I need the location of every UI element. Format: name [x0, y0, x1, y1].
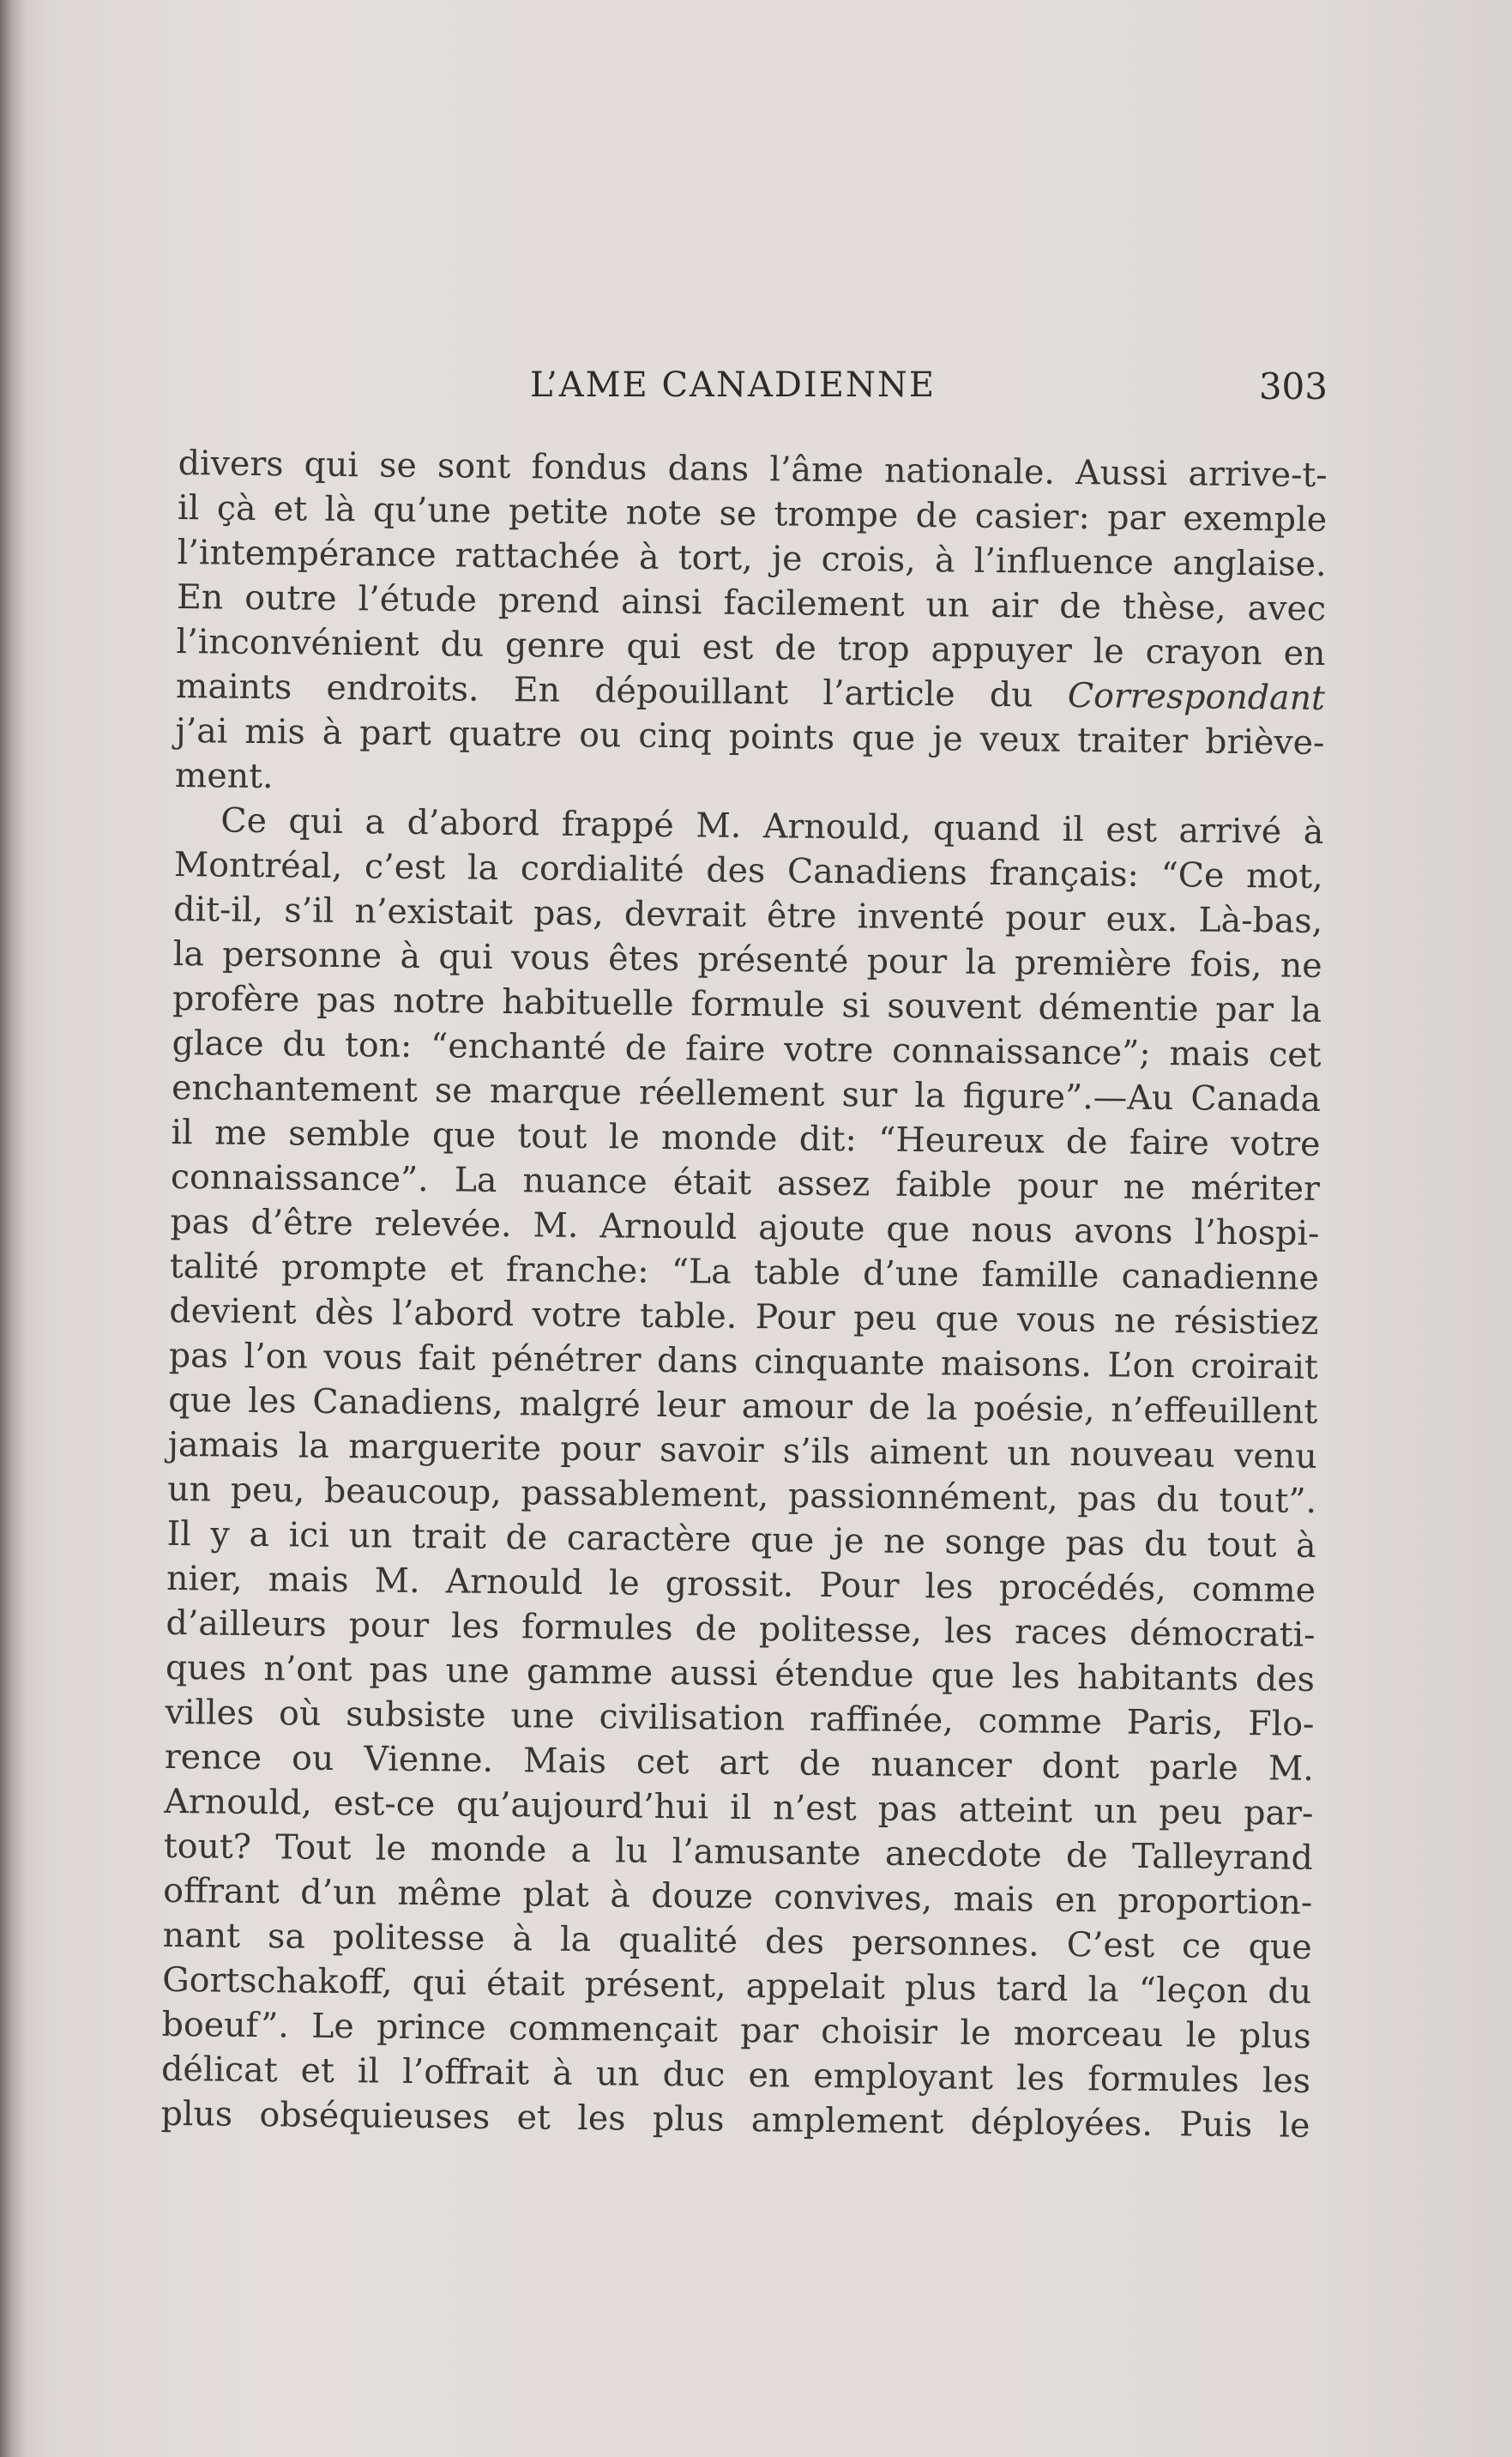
- text-line: nant sa politesse à la qualité des personnes. C’est ce que: [162, 1915, 1312, 1967]
- text-line: En outre l’étude prend ainsi facilement un air de thèse, avec: [176, 577, 1327, 630]
- page-number: 303: [1258, 365, 1328, 407]
- text-line: l’inconvénient du genre qui est de trop appuyer le crayon en: [176, 621, 1326, 674]
- text-line: la personne à qui vous êtes présenté pour la première fois, ne: [172, 933, 1322, 986]
- book-spine-shadow: [0, 0, 26, 2457]
- text-line: boeuf”. Le prince commençait par choisir le morceau le plus: [161, 2004, 1311, 2056]
- text-line-segment: maints endroits. En dépouillant l’article du: [175, 666, 1069, 715]
- text-line: délicat et il l’offrait à un duc en employant les formules les: [160, 2049, 1311, 2101]
- text-line: pas l’on vous fait pénétrer dans cinquante maisons. L’on croirait: [168, 1335, 1319, 1387]
- text-line: Arnould, est-ce qu’aujourd’hui il n’est pas atteint un peu par-: [164, 1781, 1314, 1833]
- text-line: rence ou Vienne. Mais cet art de nuancer dont parle M.: [164, 1736, 1315, 1789]
- text-line: il çà et là qu’une petite note se trompe de casier: par exemple: [177, 487, 1328, 540]
- text-line: devient dès l’abord votre table. Pour peu que vous ne résistiez: [169, 1290, 1319, 1343]
- text-line: dit-il, s’il n’existait pas, devrait être inventé pour eux. Là-bas,: [173, 889, 1323, 942]
- text-line: j’ai mis à part quatre ou cinq points que je veux traiter briève-: [175, 710, 1325, 764]
- text-line: Montréal, c’est la cordialité des Canadiens français: “Ce mot,: [173, 844, 1323, 897]
- text-line: Ce qui a d’abord frappé M. Arnould, quand il est arrivé à: [220, 800, 1324, 853]
- text-line: Gortschakoff, qui était présent, appelait plus tard la “leçon du: [161, 1959, 1312, 2012]
- text-line: tout? Tout le monde a lu l’amusante anecdote de Talleyrand: [163, 1826, 1314, 1878]
- text-line: il me semble que tout le monde dit: “Heureux de faire votre: [171, 1112, 1321, 1164]
- text-line: ques n’ont pas une gamme aussi étendue que les habitants des: [165, 1647, 1316, 1699]
- text-line: pas d’être relevée. M. Arnould ajoute que nous avons l’hospi-: [170, 1201, 1320, 1253]
- text-line: l’intempérance rattachée à tort, je crois, à l’influence anglaise.: [177, 532, 1327, 585]
- text-line: talité prompte et franche: “La table d’une famille canadienne: [169, 1246, 1320, 1298]
- text-line: divers qui se sont fondus dans l’âme nationale. Aussi arrive-t-: [178, 443, 1328, 496]
- text-line: ment.: [174, 755, 274, 797]
- text-line: d’ailleurs pour les formules de politesse, les races démocrati-: [166, 1603, 1316, 1655]
- text-line: glace du ton: “enchanté de faire votre connaissance”; mais cet: [172, 1023, 1322, 1075]
- text-line: Il y a ici un trait de caractère que je ne songe pas du tout à: [166, 1513, 1316, 1566]
- running-title: L’AME CANADIENNE: [530, 365, 937, 405]
- italic-title: Correspondant: [1067, 675, 1326, 719]
- text-line: nier, mais M. Arnould le grossit. Pour les procédés, comme: [166, 1558, 1316, 1610]
- text-line: villes où subsiste une civilisation raffinée, comme Paris, Flo-: [165, 1692, 1315, 1744]
- text-line: profère pas notre habituelle formule si souvent démentie par la: [172, 978, 1322, 1030]
- text-line: que les Canadiens, malgré leur amour de la poésie, n’effeuillent: [168, 1379, 1318, 1432]
- text-line: offrant d’un même plat à douze convives, mais en proportion-: [163, 1870, 1313, 1923]
- text-line: enchantement se marque réellement sur la figure”.—Au Canada: [171, 1067, 1322, 1120]
- running-head: [178, 359, 1328, 419]
- body-text: [160, 441, 1328, 2148]
- text-line: plus obséquieuses et les plus amplement déployées. Puis le: [160, 2093, 1310, 2146]
- text-line: un peu, beaucoup, passablement, passionnément, pas du tout”.: [166, 1469, 1317, 1521]
- text-line: jamais la marguerite pour savoir s’ils aiment un nouveau venu: [167, 1424, 1317, 1476]
- text-line: connaissance”. La nuance était assez faible pour ne mériter: [170, 1156, 1321, 1209]
